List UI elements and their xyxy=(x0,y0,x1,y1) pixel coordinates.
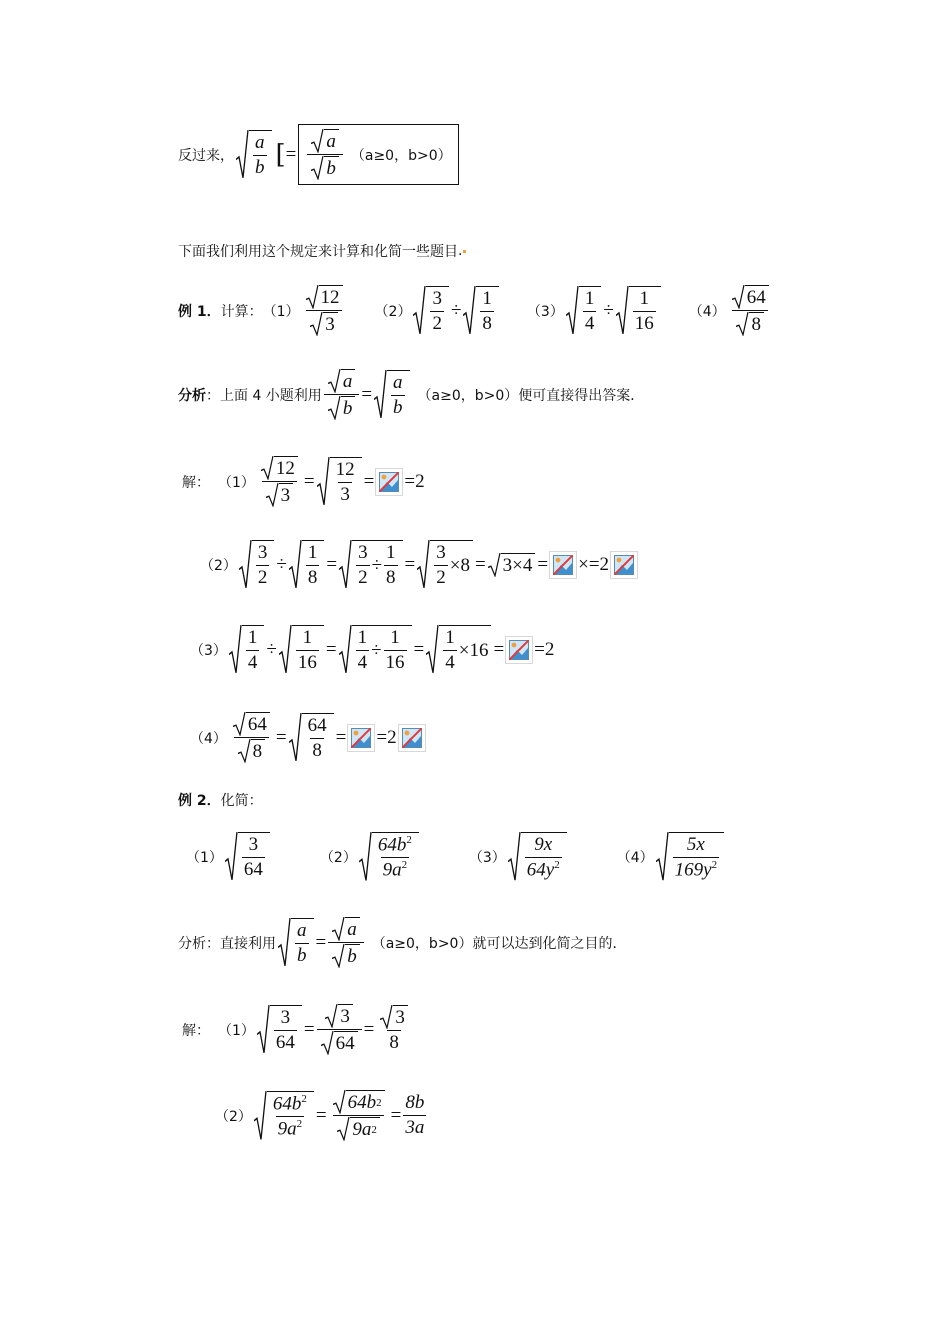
sqrt-a-over-b: $\frac{a}{b}$ xyxy=(236,130,272,179)
example2-line: 例 2． 化简： xyxy=(178,790,263,810)
ex1-q3-a: $\frac{1}{4}$ xyxy=(566,286,602,335)
bracket: [ xyxy=(275,139,286,170)
analysis2-line: 分析：直接利用 $\frac{a}{b}$ = $\frac{a}{b}$ （a≥0，b>0） 就可以达到化简之目的． xyxy=(178,919,627,967)
analysis1-line: 分析 ：上面 4 小题利用 $\frac{a}{b}$ = $\frac{a}{b}$ （a≥0，b>0） 便可直接得出答案． xyxy=(178,371,645,419)
solution1-3: （3） $\frac{1}{4}$ ÷ $\frac{1}{16}$ = $\frac{1}{4}$ ÷ $\frac{1}{16}$ = $\frac{1}{4}$ ×16 = =2 xyxy=(190,627,555,673)
example1-label: 例 1． xyxy=(178,303,221,320)
solution2-1: 解： （1） $\frac{3}{64}$ = $\frac{3}{64}$ = $\frac{3}{8}$ xyxy=(182,1004,414,1055)
example1-line: 例 1． 计算： （1） $\frac{12}{3}$ （2） $\frac{3}{2}$ ÷ $\frac{1}{8}$ （3） $\frac{1}{4}$ ÷ $\frac{1}{16}$ （4） $\frac{64}{8}$ xyxy=(178,285,775,336)
frac-sqrt-a-sqrt-b: $\frac{a}{b}$ xyxy=(307,129,343,180)
broken-image-icon xyxy=(375,468,403,496)
example2-label: 例 2． xyxy=(178,793,221,809)
analysis1-formula-b: $\frac{a}{b}$ xyxy=(374,370,410,419)
statement-line: 下面我们利用这个规定来计算和化简一些题目 . xyxy=(178,241,466,261)
analysis1-formula-a: $\frac{a}{b}$ xyxy=(324,369,360,420)
ex1-q2-a: $\frac{3}{2}$ xyxy=(413,286,449,335)
broken-image-icon xyxy=(610,551,638,579)
intro-prefix: 反过来， xyxy=(178,147,234,164)
solution2-2: （2） $\frac{64b^2}{9a^2}$ = 64b 2 9a 2 = $\frac{8b}{3a}$ xyxy=(215,1092,425,1140)
example2-problems: （1） $\frac{3}{64}$ （2） $\frac{64b^2}{9a^2}$ （3） $\frac{9x}{64y^2}$ （4） $\frac{5x}{169y^2}$ xyxy=(186,832,726,882)
broken-image-icon xyxy=(505,636,533,664)
solution1-2: （2） $\frac{3}{2}$ ÷ $\frac{1}{8}$ = $\frac{3}{2}$ ÷ $\frac{1}{8}$ = $\frac{3}{2}$ ×8 = 3×4 = × =2 xyxy=(200,540,639,589)
solution1-4: （4） $\frac{64}{8}$ = $\frac{64}{8}$ = =2 xyxy=(190,712,427,763)
formula-box xyxy=(298,124,458,185)
condition: （a≥0，b>0） xyxy=(350,147,452,164)
broken-image-icon xyxy=(398,724,426,752)
ex1-q4: $\frac{64}{8}$ xyxy=(728,285,773,336)
ex1-q2-b: $\frac{1}{8}$ xyxy=(463,286,499,335)
ex1-q3-b: $\frac{1}{16}$ xyxy=(616,286,661,335)
broken-image-icon xyxy=(347,724,375,752)
broken-image-icon xyxy=(549,551,577,579)
solution1-1: 解： （1） $\frac{12}{3}$ = $\frac{12}{3}$ = =2 xyxy=(182,458,425,506)
intro-line: 反过来， $\frac{a}{b}$ [ = $\frac{a}{b}$ （a≥0，b>0） xyxy=(178,124,459,185)
ex1-q1: $\frac{12}{3}$ xyxy=(302,285,347,336)
